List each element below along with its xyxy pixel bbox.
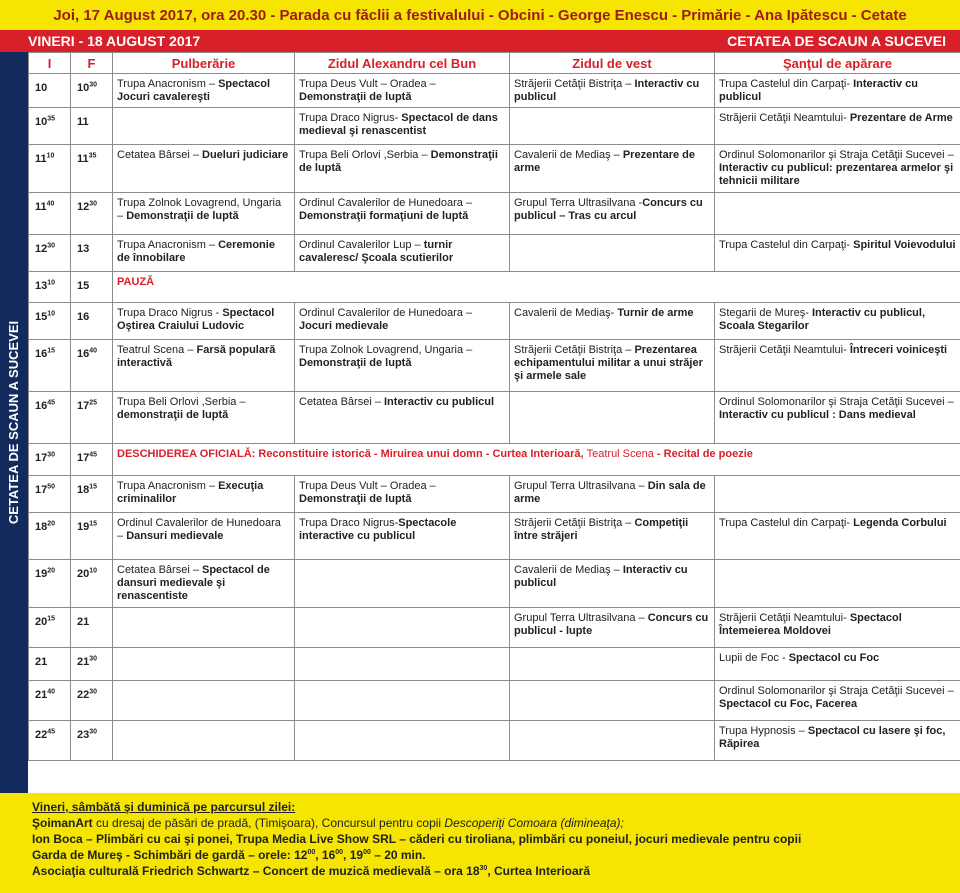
event-title: Farsă populară interactivă [117,344,276,369]
start-time-hour: 10 [35,116,48,128]
footer-line-4-b: – Concert de muzică medievală – ora 18 [249,864,480,878]
event-title: Spectacole interactive cu publicul [299,517,457,542]
event-title: Spectacol Oştirea Craiului Ludovic [117,307,275,332]
event-cell-4 [715,560,960,608]
event-cell-1 [113,145,295,193]
event-performer: Ordinul Cavalerilor de Hunedoara – [299,307,473,319]
start-time-min: 50 [47,483,56,491]
event-title: Interactiv cu publicul [384,396,495,408]
event-cell-3 [510,560,715,608]
event-title: Execuţia criminalilor [117,480,264,505]
event-performer: Trupa Castelul din Carpaţi- [719,78,854,90]
event-cell-3 [510,145,715,193]
event-title: Concurs cu publicul – Tras cu arcul [514,197,703,222]
event-cell-1 [113,303,295,340]
event-performer: Trupa Hypnosis – [719,725,808,737]
event-performer: Ordinul Solomonarilor şi Straja Cetăţii Sucevei – [719,149,954,161]
event-cell-3 [510,608,715,648]
opening-theatre: Teatrul Scena [586,448,654,460]
event-title: Turnir de arme [617,307,694,319]
event-title: Ceremonie de înnobilare [117,239,275,264]
table-row [29,392,960,444]
start-time [29,193,71,235]
end-time-min: 45 [89,451,98,459]
start-time [29,303,71,340]
event-cell-4 [715,721,960,761]
event-title: Jocuri medievale [299,320,389,332]
event-performer: Grupul Terra Ultrasilvana – [514,612,648,624]
event-cell-1 [113,108,295,145]
event-cell-2 [295,476,510,513]
end-time-min: 15 [89,483,98,491]
event-cell-3 [510,392,715,444]
start-time-hour: 13 [35,280,48,292]
event-title: turnir cavaleresc/ Şcoala scutierilor [299,239,454,264]
footer-line-4-a: Asociaţia culturală Friedrich Schwartz [32,864,250,878]
event-performer: Străjerii Cetăţii Bistriţa – [514,344,635,356]
end-time-hour: 10 [77,82,90,94]
start-time [29,74,71,108]
event-performer: Trupa Anacronism – [117,480,219,492]
footer-line-3-e: – 20 min. [370,848,426,862]
start-time-min: 20 [47,520,56,528]
end-time-min: 30 [89,81,98,89]
event-cell-3 [510,193,715,235]
start-time-min: 45 [47,728,56,736]
schedule-body [29,74,960,761]
event-performer: Cetatea Bârsei – [117,149,202,161]
event-title: Spectacol Jocuri cavalereşti [117,78,271,103]
opening-recital: - Recital de poezie [653,448,753,460]
event-title: Spiritul Voievodului [853,239,956,251]
venue-label: CETATEA DE SCAUN A SUCEVEI [727,33,946,49]
start-time-hour: 21 [35,689,48,701]
event-cell-4 [715,681,960,721]
event-cell-1 [113,681,295,721]
start-time-hour: 17 [35,452,48,464]
start-time-hour: 22 [35,729,48,741]
event-performer: Ordinul Solomonarilor şi Straja Cetăţii Sucevei – [719,685,954,697]
event-performer: Străjerii Cetăţii Bistriţa – [514,78,635,90]
event-performer: Trupa Deus Vult – Oradea – [299,78,436,90]
footer-notes [0,793,960,893]
end-time [71,108,113,145]
event-performer: Cavalerii de Mediaş – [514,149,623,161]
start-time [29,145,71,193]
event-performer: Cetatea Bârsei – [299,396,384,408]
footer-line-4 [32,863,960,879]
end-time-hour: 16 [77,348,90,360]
event-performer: Trupa Castelul din Carpaţi- [719,239,854,251]
start-time-hour: 10 [35,82,48,94]
event-cell-1 [113,648,295,681]
official-opening-cell [113,444,960,476]
event-title: Dansuri medievale [126,530,224,542]
footer-line-3-s1: 00 [307,849,316,856]
event-cell-2 [295,193,510,235]
start-time [29,681,71,721]
end-time [71,193,113,235]
end-time [71,476,113,513]
top-banner: Joi, 17 August 2017, ora 20.30 - Parada cu făclii a festivalului - Obcini - George Enescu - Primărie - Ana Ipătescu - Cetate [0,0,960,30]
end-time [71,648,113,681]
event-title: Demonstraţii de luptă [299,493,412,505]
event-performer: Trupa Draco Nigrus- [299,517,399,529]
start-time-hour: 12 [35,243,48,255]
event-cell-2 [295,513,510,560]
end-time-hour: 18 [77,484,90,496]
header-end: F [71,53,113,74]
event-performer: Lupii de Foc - [719,652,789,664]
event-cell-4 [715,193,960,235]
event-cell-1 [113,392,295,444]
event-performer: Străjerii Cetăţii Neamtului- [719,112,850,124]
event-cell-4 [715,513,960,560]
event-cell-1 [113,721,295,761]
event-cell-3 [510,721,715,761]
table-row [29,444,960,476]
end-time-hour: 11 [77,116,89,128]
table-row [29,648,960,681]
footer-line-1-italic: Descoperiţi Comoara (dimineaţa); [444,816,624,830]
event-cell-3 [510,681,715,721]
event-title: Demonstraţii formaţiuni de luptă [299,210,469,222]
event-title: Demonstraţii de luptă [299,91,412,103]
event-cell-4 [715,476,960,513]
event-title: Interactiv cu publicul: prezentarea armelor şi tehnicii militare [719,162,954,187]
end-time [71,513,113,560]
end-time-hour: 12 [77,201,90,213]
table-row [29,235,960,272]
header-pulberarie: Pulberărie [113,53,295,74]
end-time [71,74,113,108]
end-time-hour: 21 [77,616,90,628]
start-time-hour: 15 [35,311,48,323]
event-performer: Ordinul Cavalerilor de Hunedoara – [299,197,473,209]
table-row [29,681,960,721]
event-cell-1 [113,476,295,513]
venue-sidebar [0,52,28,793]
event-cell-1 [113,340,295,392]
end-time-hour: 17 [77,452,90,464]
header-santul: Şanţul de apărare [715,53,960,74]
end-time-hour: 20 [77,568,90,580]
start-time-hour: 16 [35,400,48,412]
event-title: Prezentare de arme [514,149,695,174]
start-time-min: 40 [47,688,56,696]
event-cell-1 [113,560,295,608]
start-time [29,608,71,648]
end-time [71,681,113,721]
event-performer: Grupul Terra Ultrasilvana - [514,197,643,209]
event-title: Spectacol de dans medieval şi renascentist [299,112,498,137]
event-title: Spectacol cu Foc [788,652,880,664]
start-time-hour: 18 [35,521,48,533]
end-time-hour: 15 [77,280,90,292]
event-cell-3 [510,74,715,108]
footer-line-1 [32,815,960,831]
pause-cell [113,272,960,303]
event-cell-2 [295,560,510,608]
event-title: Întreceri voiniceşti [849,344,948,356]
table-row [29,74,960,108]
event-performer: Străjerii Cetăţii Bistriţa – [514,517,635,529]
start-time-min: 15 [47,615,56,623]
sidebar-label: CETATEA DE SCAUN A SUCEVEI [6,320,22,525]
start-time [29,560,71,608]
start-time-min: 30 [47,451,56,459]
start-time-min: 15 [47,347,56,355]
table-row [29,513,960,560]
end-time-min: 30 [89,728,98,736]
event-cell-2 [295,681,510,721]
pause-label: PAUZĂ [117,276,155,288]
event-performer: Ordinul Cavalerilor Lup – [299,239,424,251]
event-title: Demonstraţii de luptă [299,357,412,369]
event-title: Spectacol de dansuri medievale şi renascentiste [117,564,270,602]
end-time [71,145,113,193]
end-time [71,272,113,303]
end-time [71,444,113,476]
end-time-hour: 16 [77,311,90,323]
event-title: Concurs cu publicul - lupte [514,612,709,637]
table-header-row [29,53,960,74]
end-time [71,392,113,444]
event-cell-2 [295,340,510,392]
end-time-min: 30 [89,655,98,663]
footer-line-3-s2: 00 [335,849,344,856]
event-cell-4 [715,340,960,392]
event-cell-3 [510,235,715,272]
footer-line-4-c: , Curtea Interioară [487,864,591,878]
event-title: Demonstraţii de luptă [299,149,498,174]
end-time-hour: 11 [77,153,89,165]
start-time-hour: 16 [35,348,48,360]
event-cell-2 [295,145,510,193]
event-performer: Străjerii Cetăţii Neamtului- [719,612,850,624]
end-time-hour: 23 [77,729,90,741]
header-zidul-vest: Zidul de vest [510,53,715,74]
end-time-min: 30 [89,688,98,696]
event-performer: Ordinul Cavalerilor de Hunedoara – [117,517,281,542]
event-cell-2 [295,721,510,761]
start-time [29,272,71,303]
event-cell-3 [510,513,715,560]
event-performer: Trupa Draco Nigrus - [117,307,223,319]
event-performer: Trupa Castelul din Carpaţi- [719,517,854,529]
start-time [29,513,71,560]
event-title: Interactiv cu publicul [719,78,918,103]
event-cell-1 [113,193,295,235]
footer-line-3-c: , 16 [315,848,336,862]
footer-line-3-d: , 19 [343,848,364,862]
event-performer: Străjerii Cetăţii Neamtului- [719,344,850,356]
event-cell-4 [715,235,960,272]
event-title: Spectacol Întemeierea Moldovei [719,612,902,637]
event-title: Legenda Corbului [853,517,947,529]
event-cell-1 [113,74,295,108]
footer-line-3 [32,847,960,863]
event-cell-4 [715,608,960,648]
event-performer: Trupa Zolnok Lovagrend, Ungaria – [299,344,473,356]
event-cell-3 [510,648,715,681]
end-time-min: 10 [89,567,98,575]
footer-line-3-s3: 00 [363,849,371,856]
start-time [29,392,71,444]
event-title: Interactiv cu publicul, Scoala Stegarilor [719,307,926,332]
start-time [29,476,71,513]
header-zidul-alexandru: Zidul Alexandru cel Bun [295,53,510,74]
event-cell-3 [510,340,715,392]
start-time-min: 45 [47,399,56,407]
event-performer: Trupa Zolnok Lovagrend, Ungaria – [117,197,282,222]
event-cell-3 [510,303,715,340]
start-time [29,235,71,272]
end-time-min: 35 [88,152,97,160]
start-time [29,340,71,392]
end-time-min: 25 [89,399,98,407]
end-time-hour: 21 [77,656,90,668]
event-cell-1 [113,513,295,560]
table-row [29,145,960,193]
table-row [29,193,960,235]
event-performer: Trupa Deus Vult – Oradea – [299,480,436,492]
end-time-min: 15 [89,520,98,528]
event-performer: Trupa Beli Orlovi ,Serbia – [299,149,431,161]
schedule-table [28,52,960,761]
end-time [71,303,113,340]
footer-line-4-s: 30 [479,865,488,872]
start-time-min: 30 [47,242,56,250]
start-time-min: 10 [47,310,56,318]
event-title: Demonstraţii de luptă [126,210,239,222]
start-time-min: 20 [47,567,56,575]
end-time-hour: 19 [77,521,90,533]
event-cell-2 [295,608,510,648]
event-performer: Trupa Anacronism – [117,78,219,90]
end-time-hour: 13 [77,243,90,255]
start-time-hour: 11 [35,153,47,165]
event-cell-2 [295,648,510,681]
start-time-hour: 11 [35,201,47,213]
event-cell-2 [295,235,510,272]
end-time [71,721,113,761]
end-time [71,340,113,392]
event-title: Dueluri judiciare [202,149,289,161]
start-time [29,108,71,145]
event-cell-3 [510,476,715,513]
end-time [71,608,113,648]
end-time-hour: 22 [77,689,90,701]
footer-line-2: Ion Boca – Plimbări cu cai şi ponei, Trupa Media Live Show SRL – căderi cu tiroliana, plimbări cu poneiul, jocuri medievale pentru copii [32,832,802,846]
event-cell-2 [295,74,510,108]
event-cell-4 [715,108,960,145]
event-title: Interactiv cu publicul [514,564,688,589]
footer-heading: Vineri, sâmbătă şi duminică pe parcursul zilei: [32,800,296,814]
event-title: Prezentare de Arme [849,112,953,124]
opening-text: DESCHIDEREA OFICIALĂ: Reconstituire istorică - Miruirea unui domn - Curtea Interioară, [117,448,587,460]
event-title: Interactiv cu publicul [514,78,700,103]
event-cell-4 [715,74,960,108]
start-time-hour: 20 [35,616,48,628]
event-performer: Stegarii de Mureş- [719,307,812,319]
event-performer: Teatrul Scena – [117,344,197,356]
end-time [71,235,113,272]
start-time [29,444,71,476]
table-row [29,108,960,145]
table-row [29,303,960,340]
event-cell-1 [113,235,295,272]
footer-line-3-b: - Schimbări de gardă – orele: 12 [122,848,308,862]
start-time-hour: 17 [35,484,48,496]
event-title: Competiţii între străjeri [514,517,689,542]
event-title: Spectacol cu Foc, Facerea [719,698,858,710]
event-cell-1 [113,608,295,648]
event-performer: Cavalerii de Mediaş- [514,307,618,319]
start-time-hour: 19 [35,568,48,580]
event-performer: Cavalerii de Mediaş – [514,564,623,576]
event-title: Spectacol cu lasere şi foc, Răpirea [719,725,946,750]
event-cell-4 [715,303,960,340]
footer-line-3-a: Garda de Mureş [32,848,123,862]
event-title: Din sala de arme [514,480,706,505]
event-cell-4 [715,648,960,681]
footer-line-1-text: cu dresaj de păsări de pradă, (Timişoara), Concursul pentru copii [92,816,445,830]
date-label: VINERI - 18 AUGUST 2017 [28,33,201,49]
event-title: Interactiv cu publicul : Dans medieval [719,409,916,421]
start-time [29,648,71,681]
table-row [29,608,960,648]
start-time [29,721,71,761]
event-cell-2 [295,392,510,444]
table-row [29,340,960,392]
start-time-min: 10 [47,279,56,287]
header-start: I [29,53,71,74]
event-cell-2 [295,108,510,145]
start-time-min: 35 [47,115,56,123]
event-performer: Ordinul Solomonarilor şi Straja Cetăţii Sucevei – [719,396,954,408]
start-time-min: 10 [46,152,55,160]
event-title: demonstraţii de luptă [117,409,229,421]
start-time-min: 40 [46,200,55,208]
event-performer: Trupa Beli Orlovi ,Serbia – [117,396,246,408]
end-time-hour: 17 [77,400,90,412]
date-bar [0,30,960,52]
event-performer: Cetatea Bârsei – [117,564,202,576]
start-time-hour: 21 [35,656,48,668]
footer-line-1-bold: ŞoimanArt [32,816,93,830]
event-cell-4 [715,392,960,444]
event-performer: Grupul Terra Ultrasilvana – [514,480,648,492]
event-performer: Trupa Draco Nigrus- [299,112,402,124]
table-row [29,476,960,513]
event-cell-4 [715,145,960,193]
end-time-min: 30 [89,200,98,208]
event-cell-3 [510,108,715,145]
table-row [29,272,960,303]
end-time-min: 40 [89,347,98,355]
table-row [29,721,960,761]
event-cell-2 [295,303,510,340]
end-time [71,560,113,608]
table-row [29,560,960,608]
event-performer: Trupa Anacronism – [117,239,219,251]
event-title: Prezentarea echipamentului militar a unui străjer şi armele sale [514,344,703,382]
